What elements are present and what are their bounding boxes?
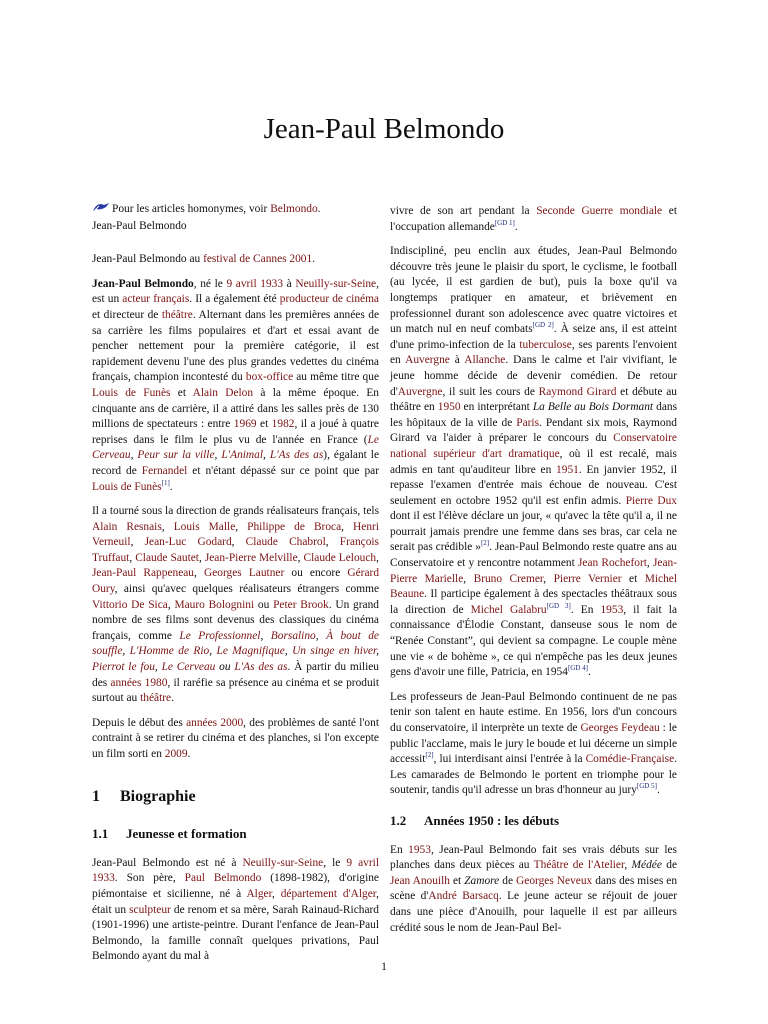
hatnote-text: Pour les articles homonymes, voir [112,203,268,215]
inline-link[interactable]: Philippe de Broca [247,520,342,533]
inline-link[interactable]: Théâtre de l'Atelier [533,859,625,872]
text-run: et débute au théâtre en [390,385,677,414]
text-run: , [376,645,380,658]
inline-link[interactable]: box-office [245,371,294,384]
inline-link[interactable]: sculpteur [129,903,171,916]
inline-link[interactable]: Le Magnifique [216,645,285,658]
text-run: de renom et sa mère, Sarah Rainaud-Richard (1901-1996) une artiste-peintre. Durant l'enfance de Jean-Paul Belmondo, la famille connaît quelques privations, Paul Belmondo ayant du mal à [92,903,379,963]
text-run: et directeur de [92,308,162,321]
text-run: , est un [92,277,379,306]
text-run: , lui interdisant ainsi l'entrée à la [433,753,586,766]
inline-link[interactable]: Michel Galabru [470,603,547,616]
text-run: , [284,645,293,658]
section-heading-biographie [92,789,379,805]
text-run: , il fait la connaissance d'Élodie Constant, danseuse sous le nom de “Renée Constant”, qui devient sa compagne. Le couple mène une vie « de bohème », ce qui n'empêche pas les deux jeunes gens d'avoir une fille, Patricia, en 1954 [390,603,677,679]
text-run: , [130,536,145,549]
text-run: . Il a également été [189,293,280,306]
text-run: (1898-1982), d'origine piémontaise et sicilienne, né à [92,872,379,900]
text-run: , [260,629,271,642]
text-run: . [514,220,518,233]
text-run: . En janvier 1952, il repasse l'examen d'entrée mais échoue de nouveau. C'est seulement en octobre 1952 qu'il est enfin admis. [390,463,677,507]
text-run: , [463,572,474,585]
text-run: , il a joué à quatre reprises dans le film le plus vu de l'année en France ( [92,418,379,446]
inline-link[interactable]: L'Animal [221,449,264,462]
text-run: . [171,692,174,705]
inline-link[interactable]: À bout de souffle [92,629,379,658]
text-run: ), égalant le record de [92,449,379,477]
inline-link[interactable]: 9 avril 1933 [226,277,284,290]
text-run: . Les camarades de Belmondo le portent en triomphe pour le soutenir, tandis qu'il adresse un bras d'honneur au jury [390,753,677,797]
text-run: , [315,629,327,642]
text-run: . À seize ans, il est atteint d'une primo-infection de la [390,323,677,351]
directors-paragraph [92,504,379,707]
inline-link[interactable]: années 2000 [186,716,244,729]
inline-link[interactable]: Fernandel [141,464,188,477]
text-run: , Jean-Paul Belmondo fait ses vrais débuts sur les planches dans deux pièces au [390,843,677,872]
text-run: , il suit les cours de [442,385,539,398]
subsection-title: Années 1950 : les débuts [424,812,560,828]
inline-link[interactable]: Le Professionnel [179,629,261,642]
left-column [92,202,379,974]
inline-link[interactable]: Comédie-Française [585,753,675,766]
inline-link[interactable]: 1969 [233,418,257,431]
inline-link[interactable]: théâtre [161,308,193,321]
page-title: Jean-Paul Belmondo [263,113,505,145]
inline-link[interactable]: Raymond Girard [538,385,617,398]
inline-link[interactable]: 2009 [164,748,188,760]
text-run: en interprétant [460,401,533,414]
citation-ref[interactable]: [GD 1] [494,218,515,227]
text-run: . Dans le calme et l'air vivifiant, le jeune homme décide de devenir comédien. De retour d' [390,354,677,398]
text-run: : le public l'acclame, mais le jury le boude et lui décerne un simple accessit [390,722,677,766]
inline-link[interactable]: Borsalino [270,629,316,642]
childhood-paragraph [92,856,379,965]
inline-link[interactable]: Peur sur la ville [137,449,215,462]
text-run: En [390,843,409,856]
inline-link[interactable]: années 1980 [110,676,168,689]
text-run: , [271,887,281,900]
text-run: et [449,874,465,887]
subject-name: Jean-Paul Belmondo [92,277,194,290]
text-run: et l'occupation allemande [390,205,677,233]
inline-link[interactable]: André Barsacq [428,890,499,903]
text-run: à la même époque. En cinquante ans de carrière, il a attiré dans les salles près de 130 millions de spectateurs : entre [92,386,379,431]
text-run: , [209,645,217,658]
inline-link[interactable]: Georges Neveux [516,874,593,887]
text-run: Jean-Paul Belmondo est né à [92,856,243,869]
text-run: de [661,859,677,872]
image-caption: Jean-Paul Belmondo au festival de Cannes 2001. [92,253,316,266]
text-run: et [170,386,193,399]
text-run: Les professeurs de Jean-Paul Belmondo continuent de ne pas tenir son talent en haute estime. En 1956, lors d'un concours du conservatoire, il interprète un texte de [390,690,677,734]
conservatoire-paragraph [390,690,677,799]
inline-link[interactable]: Georges Lautner [203,567,285,580]
inline-link[interactable]: 1953 [408,843,431,856]
citation-ref[interactable]: [2] [425,751,434,760]
text-run: . [587,666,591,679]
hatnote: Pour les articles homonymes, voir Belmondo. [92,202,379,219]
debuts-paragraph [390,843,677,937]
text-run: à [283,277,296,290]
inline-link[interactable]: producteur de cinéma [279,293,379,306]
inline-link[interactable]: Paul Belmondo [184,872,262,885]
inline-link[interactable]: Jean Anouilh [390,874,450,887]
inline-link[interactable]: Jean-Pierre Melville [204,551,298,564]
text-run: . [656,784,660,797]
inline-link[interactable]: L'As des as [234,661,288,674]
text-run: , des problèmes de santé l'ont contraint à se retirer du cinéma et des planches, si l'on excepte un film sorti en [92,716,379,760]
text-run: ou [254,598,274,611]
text-run: dont il est l'élève déclare un jour, « qu'avec la tête qu'il a, il ne pourrait jamais prendre une femme dans ses bras, car cela ne serait pas crédible » [390,510,677,554]
text-run: et [256,418,272,431]
citation-ref[interactable]: [GD 4] [567,664,588,673]
italic-text: La Belle au Bois Dormant [532,401,654,414]
inline-link[interactable]: Claude Lelouch [303,551,377,564]
disambiguation-icon [92,202,112,219]
inline-link[interactable]: Allanche [464,354,506,367]
inline-link[interactable]: Peter Brook [273,598,329,611]
image-caption-link[interactable]: festival de Cannes 2001 [203,253,313,266]
intro-paragraph [92,277,379,495]
inline-link[interactable]: 1951 [556,463,579,476]
text-run: , le [323,856,347,869]
inline-link[interactable]: Claude Sautet [135,551,199,564]
subsection-heading-jeunesse [92,826,379,842]
inline-link[interactable]: Jean-Luc Godard [144,536,232,549]
inline-link[interactable]: français [153,293,190,306]
text-run: . À partir du milieu des [92,661,379,689]
text-run: dans des mises en scène d' [390,874,678,903]
inline-link[interactable]: Alger [246,887,272,900]
subsection-heading-debuts [390,813,677,829]
health-paragraph [92,716,379,763]
text-run: , où il est recalé, mais admis en tant qu'auditeur libre en [390,447,677,476]
text-run: dans les hôpitaux de la ville de [390,401,678,429]
inline-link[interactable]: tuberculose [519,338,572,351]
inline-link[interactable]: Alain Resnais [92,520,162,533]
text-run: , [235,520,248,533]
inline-link[interactable]: Paris [516,416,540,429]
text-run: à [449,354,465,367]
inline-link[interactable]: Vittorio De Sica [92,598,168,611]
text-run: , [263,449,270,462]
text-run: Il a tourné sous la direction de grands réalisateurs français, tels [92,505,379,518]
inline-link[interactable]: Mauro Bolognini [174,598,255,611]
inline-link[interactable]: Henri Verneuil [92,520,379,549]
text-run: , [231,536,246,549]
subsection-number: 1.1 [92,826,109,842]
text-run: au même titre que [293,371,379,384]
inline-link[interactable]: Gérard Oury [92,567,380,596]
inline-link[interactable]: François Truffaut [92,536,379,564]
citation-ref[interactable]: [GD 2] [532,321,554,330]
inline-link[interactable]: Louis Malle [173,520,236,533]
inline-link[interactable]: L'As des as [269,449,324,462]
image-caption-title: Jean-Paul Belmondo [92,219,187,232]
citation-ref[interactable]: [GD 5] [636,782,657,791]
inline-link[interactable]: Neuilly-sur-Seine [295,277,377,290]
text-run: , [122,645,130,658]
inline-link[interactable]: département d'Alger [280,887,377,900]
image-caption-text: Jean-Paul Belmondo au [92,253,201,266]
inline-link[interactable]: Neuilly-sur-Seine [242,856,324,869]
inline-link[interactable]: Seconde Guerre mondiale [536,205,663,217]
section-title: Biographie [120,787,196,805]
inline-link[interactable]: Pierrot le fou [92,661,155,674]
inline-link[interactable]: 1950 [437,401,461,414]
inline-link[interactable]: Pierre Vernier [553,572,622,585]
text-run: , [194,567,204,580]
text-run: Depuis le début des [92,716,187,729]
text-run: , [154,661,162,674]
text-run: . Jean-Paul Belmondo reste quatre ans au Conservatoire et y rencontre notamment [390,541,677,570]
inline-link[interactable]: L'Homme de Rio [129,645,210,658]
inline-link[interactable]: Le Cerveau [92,433,379,462]
text-run: , [543,572,554,585]
text-run: . Son père, [114,872,185,885]
inline-link[interactable]: Conservatoire national supérieur d'art dramatique [390,432,677,460]
text-run: . En [570,603,601,616]
italic-text: Zamore [464,874,500,887]
inline-link[interactable]: acteur [122,293,151,306]
page-number: 1 [381,961,387,973]
text-run: . Pendant six mois, Raymond Girard va l'aider à préparer le concours du [390,416,677,445]
text-run: , [161,520,174,533]
inline-link[interactable]: Georges Feydeau [580,722,660,734]
text-run: ou [215,661,235,674]
text-run: , [325,536,340,549]
text-run: , ses parents l'envoient en [390,338,677,367]
text-run: de [499,874,517,887]
subsection-number: 1.2 [390,812,407,828]
text-run: Indiscipliné, peu enclin aux études, Jean-Paul Belmondo découvre très jeune le plaisir du sport, le cyclisme, le football (au lycée, il est gardien de but), puis la boxe qu'il va longtemps pratiquer en amateur, et brièvement en professionnel durant son adolescence avec quatre victoires et un match nul en neuf combats [390,245,677,336]
text-run: , [214,449,222,462]
inline-link[interactable]: Auvergne [405,354,450,367]
text-run: , [129,551,136,564]
citation-ref[interactable]: [GD 3] [546,602,571,611]
text-run: , [130,449,138,462]
training-paragraph [390,244,677,681]
text-run: , né le [193,277,227,290]
text-run: et n'étant dépassé sur ce point que par [187,464,380,477]
inline-link[interactable]: Louis de Funès [92,386,171,399]
inline-link[interactable]: Jean-Paul Rappeneau [92,567,195,580]
text-run: . Il participe également à des spectacles théâtraux sous la direction de [390,588,677,616]
text-run: vivre de son art pendant la [390,205,537,217]
text-run: , [376,551,379,564]
text-run: . Le jeune acteur se réjouit de jouer dans une pièce d'Anouilh, pour laquelle il est par ailleurs crédité sous le nom de Jean-Paul Bel- [390,890,678,934]
right-column [390,204,677,945]
text-run: , ainsi qu'avec quelques réalisateurs étrangers comme [114,583,379,596]
text-run: , [297,551,304,564]
subsection-title: Jeunesse et formation [126,826,247,842]
text-run: , il raréfie sa présence au cinéma et se produit surtout au [92,676,379,705]
text-run: et [621,572,645,585]
inline-link[interactable]: théâtre [140,692,172,705]
citation-ref[interactable]: [2] [480,539,490,548]
inline-link[interactable]: Michel Beaune [390,572,677,601]
inline-link[interactable]: Le Cerveau [161,661,216,674]
inline-link[interactable]: Alain Delon [192,386,254,399]
inline-link[interactable]: Un singe en hiver [292,645,377,658]
italic-text: Médée [631,859,662,872]
text-run: . [187,748,191,760]
text-run: , [624,859,632,872]
text-run: ou encore [284,567,348,580]
inline-link[interactable]: 9 avril 1933 [92,856,379,885]
inline-link[interactable]: Auvergne [397,385,443,398]
inline-link[interactable]: Pierre Dux [625,494,677,507]
text-run: , [646,557,653,570]
hatnote-link[interactable]: Belmondo [270,203,318,215]
text-run: , [341,520,354,533]
inline-link[interactable]: Jean-Pierre Marielle [390,557,677,585]
inline-link[interactable]: 1953 [600,603,624,616]
section-number: 1 [92,787,100,805]
inline-link[interactable]: 1982 [271,418,295,431]
inline-link[interactable]: Louis de Funès [92,480,162,493]
war-paragraph [390,204,677,235]
inline-link[interactable]: Jean Rochefort [577,557,647,570]
text-run: . Un grand nombre de ses films sont devenus des classiques du cinéma français, comme [92,598,379,642]
text-run: . [169,480,173,493]
text-run: , était un [92,887,379,916]
inline-link[interactable]: Bruno Cremer [473,572,544,585]
inline-link[interactable]: Claude Chabrol [245,536,326,549]
text-run: . Alternant dans les premières années de sa carrière les films populaires et d'art et essai avant de pencher nettement pour la première catégorie, il est rapidement devenu l'une des plus grandes vedettes du cinéma français, champion incontesté du [92,308,379,384]
text-run: , [198,551,205,564]
text-run: , [167,598,175,611]
citation-ref[interactable]: [1] [161,478,170,487]
